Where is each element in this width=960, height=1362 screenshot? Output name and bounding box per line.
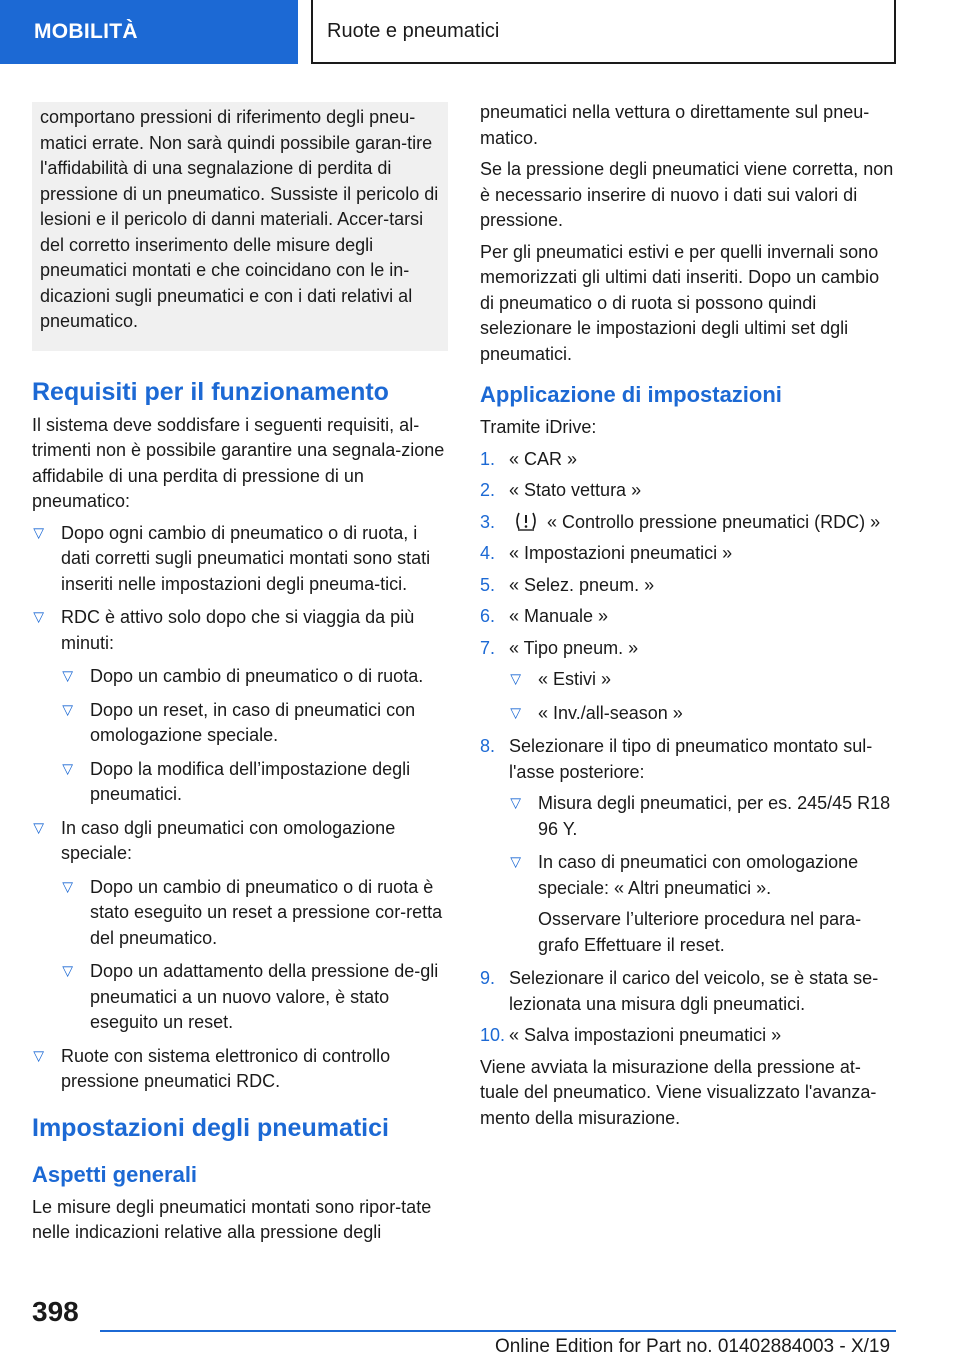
sub-list (509, 667, 898, 726)
step-item (480, 604, 898, 630)
edition-label: Online Edition for Part no. 01402884003 - X/19 (495, 1336, 891, 1357)
step-number: 9. (480, 968, 496, 988)
left-column (32, 100, 448, 1252)
warning-text: comportano pressioni di riferimento degli pneu-matici errate. Non sarà quindi possibile garan-tire l'affidabilità di una segnalazione di perdita di pressione di un pneumatico. Sussiste il pericolo di lesioni e il pericolo di danni materiali. Accer-tarsi del corretto inserimento delle misure degli pneumatici montati e che coincidano con le in-dicazioni sugli pneumatici e con i dati relativi al pneumatico. (40, 107, 439, 331)
list-item (61, 875, 448, 952)
step-item (480, 1023, 898, 1049)
sub-list (61, 875, 448, 1036)
list-item (61, 959, 448, 1036)
list-item-text: Dopo la modifica dell’impostazione degli pneumatici. (90, 758, 411, 804)
requirements-intro: Il sistema deve soddisfare i seguenti requisiti, al-trimenti non è possibile garantire una segnala-zione affidabile di una perdita di pressione di un pneumatico: (32, 414, 445, 511)
step-number: 1. (480, 448, 496, 469)
step-text: « Selez. pneum. » (509, 574, 655, 595)
list-item (32, 605, 448, 808)
list-item-text: « Estivi » (538, 669, 612, 689)
list-item-text: Misura degli pneumatici, per es. 245/45 R18 96 Y. (538, 793, 891, 839)
list-item-text: Dopo ogni cambio di pneumatico o di ruota, i dati corretti sugli pneumatici montati sono stati inseriti nelle impostazioni degli pneuma-tici. (61, 522, 431, 594)
step-number: 2. (480, 480, 496, 500)
rdc-warning-icon (513, 511, 539, 531)
list-item (509, 701, 898, 727)
list-item (61, 757, 448, 808)
step-item (480, 573, 898, 599)
chapter-header (311, 0, 896, 64)
requirements-list (32, 521, 448, 1095)
paragraph-pressure: Se la pressione degli pneumatici viene corretta, non è necessario inserire di nuovo i dati sui valori di pressione. (480, 159, 894, 230)
step-text: « Stato vettura » (509, 480, 642, 500)
list-item-text: Dopo un cambio di pneumatico o di ruota. (90, 666, 424, 686)
step-number: 5. (480, 574, 496, 595)
section-tab (0, 0, 298, 64)
closing-text: Viene avviata la misurazione della pressione at-tuale del pneumatico. Viene visualizzato l'avanza-mento della misurazione. (480, 1056, 877, 1128)
list-item (509, 850, 898, 958)
chapter-title: Ruote e pneumatici (327, 19, 500, 42)
list-item-text: RDC è attivo solo dopo che si viaggia da più minuti: (61, 607, 415, 653)
sub-list (509, 791, 898, 958)
list-item (509, 667, 898, 693)
step-number: 6. (480, 606, 496, 626)
step-text: « Manuale » (509, 606, 609, 626)
section-title: MOBILITÀ (34, 20, 138, 43)
step-text: « CAR » (509, 448, 578, 469)
step-item (480, 510, 898, 536)
general-text: Le misure degli pneumatici montati sono ripor-tate nelle indicazioni relative alla pressione degli (32, 1196, 432, 1242)
steps-list (480, 447, 898, 1049)
list-item-text: In caso dgli pneumatici con omologazione speciale: (61, 817, 396, 863)
sub-list (61, 664, 448, 808)
step-number: 10. (480, 1025, 506, 1045)
list-item-text: Dopo un cambio di pneumatico o di ruota è stato eseguito un reset a pressione cor-retta del pneumatico. (90, 876, 443, 948)
footer-divider (100, 1330, 896, 1332)
general-heading: Aspetti generali (32, 1161, 198, 1187)
step-text: « Controllo pressione pneumatici (RDC) » (547, 511, 881, 532)
step-item (480, 447, 898, 473)
step-item (480, 541, 898, 567)
step-text: Selezionare il carico del veicolo, se è stata se-lezionata una misura dgli pneumatici. (509, 968, 879, 1014)
list-item (509, 791, 898, 842)
continued-text: pneumatici nella vettura o direttamente sul pneu-matico. (480, 102, 870, 148)
list-item (32, 816, 448, 1036)
apply-heading: Applicazione di impostazioni (480, 382, 782, 407)
settings-heading: Impostazioni degli pneumatici (32, 1113, 389, 1142)
step-item (480, 734, 898, 958)
step-item (480, 966, 898, 1017)
list-item (32, 521, 448, 598)
step-number: 8. (480, 736, 496, 756)
right-column (480, 100, 898, 1137)
list-item-text: In caso di pneumatici con omologazione speciale: « Altri pneumatici ». (538, 852, 859, 898)
list-item (32, 1044, 448, 1095)
list-item (61, 664, 448, 690)
step-note: Osservare l’ulteriore procedura nel para-grafo Effettuare il reset. (538, 909, 862, 955)
step-text: « Salva impostazioni pneumatici » (509, 1025, 782, 1045)
step-number: 3. (480, 511, 496, 532)
list-item (61, 698, 448, 749)
apply-intro: Tramite iDrive: (480, 417, 597, 437)
page-number: 398 (32, 1296, 79, 1327)
step-number: 7. (480, 637, 496, 658)
requirements-heading: Requisiti per il funzionamento (32, 377, 389, 406)
paragraph-memory: Per gli pneumatici estivi e per quelli invernali sono memorizzati gli ultimi dati inseriti. Dopo un cambio di pneumatico o di ruota si possono quindi selezionare le impostazioni degli ultimi set dgli pneumatici. (480, 241, 880, 364)
step-item (480, 478, 898, 504)
step-text: « Impostazioni pneumatici » (509, 543, 733, 563)
step-number: 4. (480, 543, 496, 563)
step-item (480, 636, 898, 727)
list-item-text: Ruote con sistema elettronico di controllo pressione pneumatici RDC. (61, 1045, 391, 1091)
list-item-text: Dopo un reset, in caso di pneumatici con omologazione speciale. (90, 699, 416, 745)
step-text: Selezionare il tipo di pneumatico montato sul-l'asse posteriore: (509, 736, 873, 782)
list-item-text: Dopo un adattamento della pressione de-gli pneumatici a un nuovo valore, è stato eseguito un reset. (90, 961, 439, 1032)
list-item-text: « Inv./all-season » (538, 702, 683, 723)
step-text: « Tipo pneum. » (509, 637, 639, 658)
warning-box (32, 102, 448, 351)
